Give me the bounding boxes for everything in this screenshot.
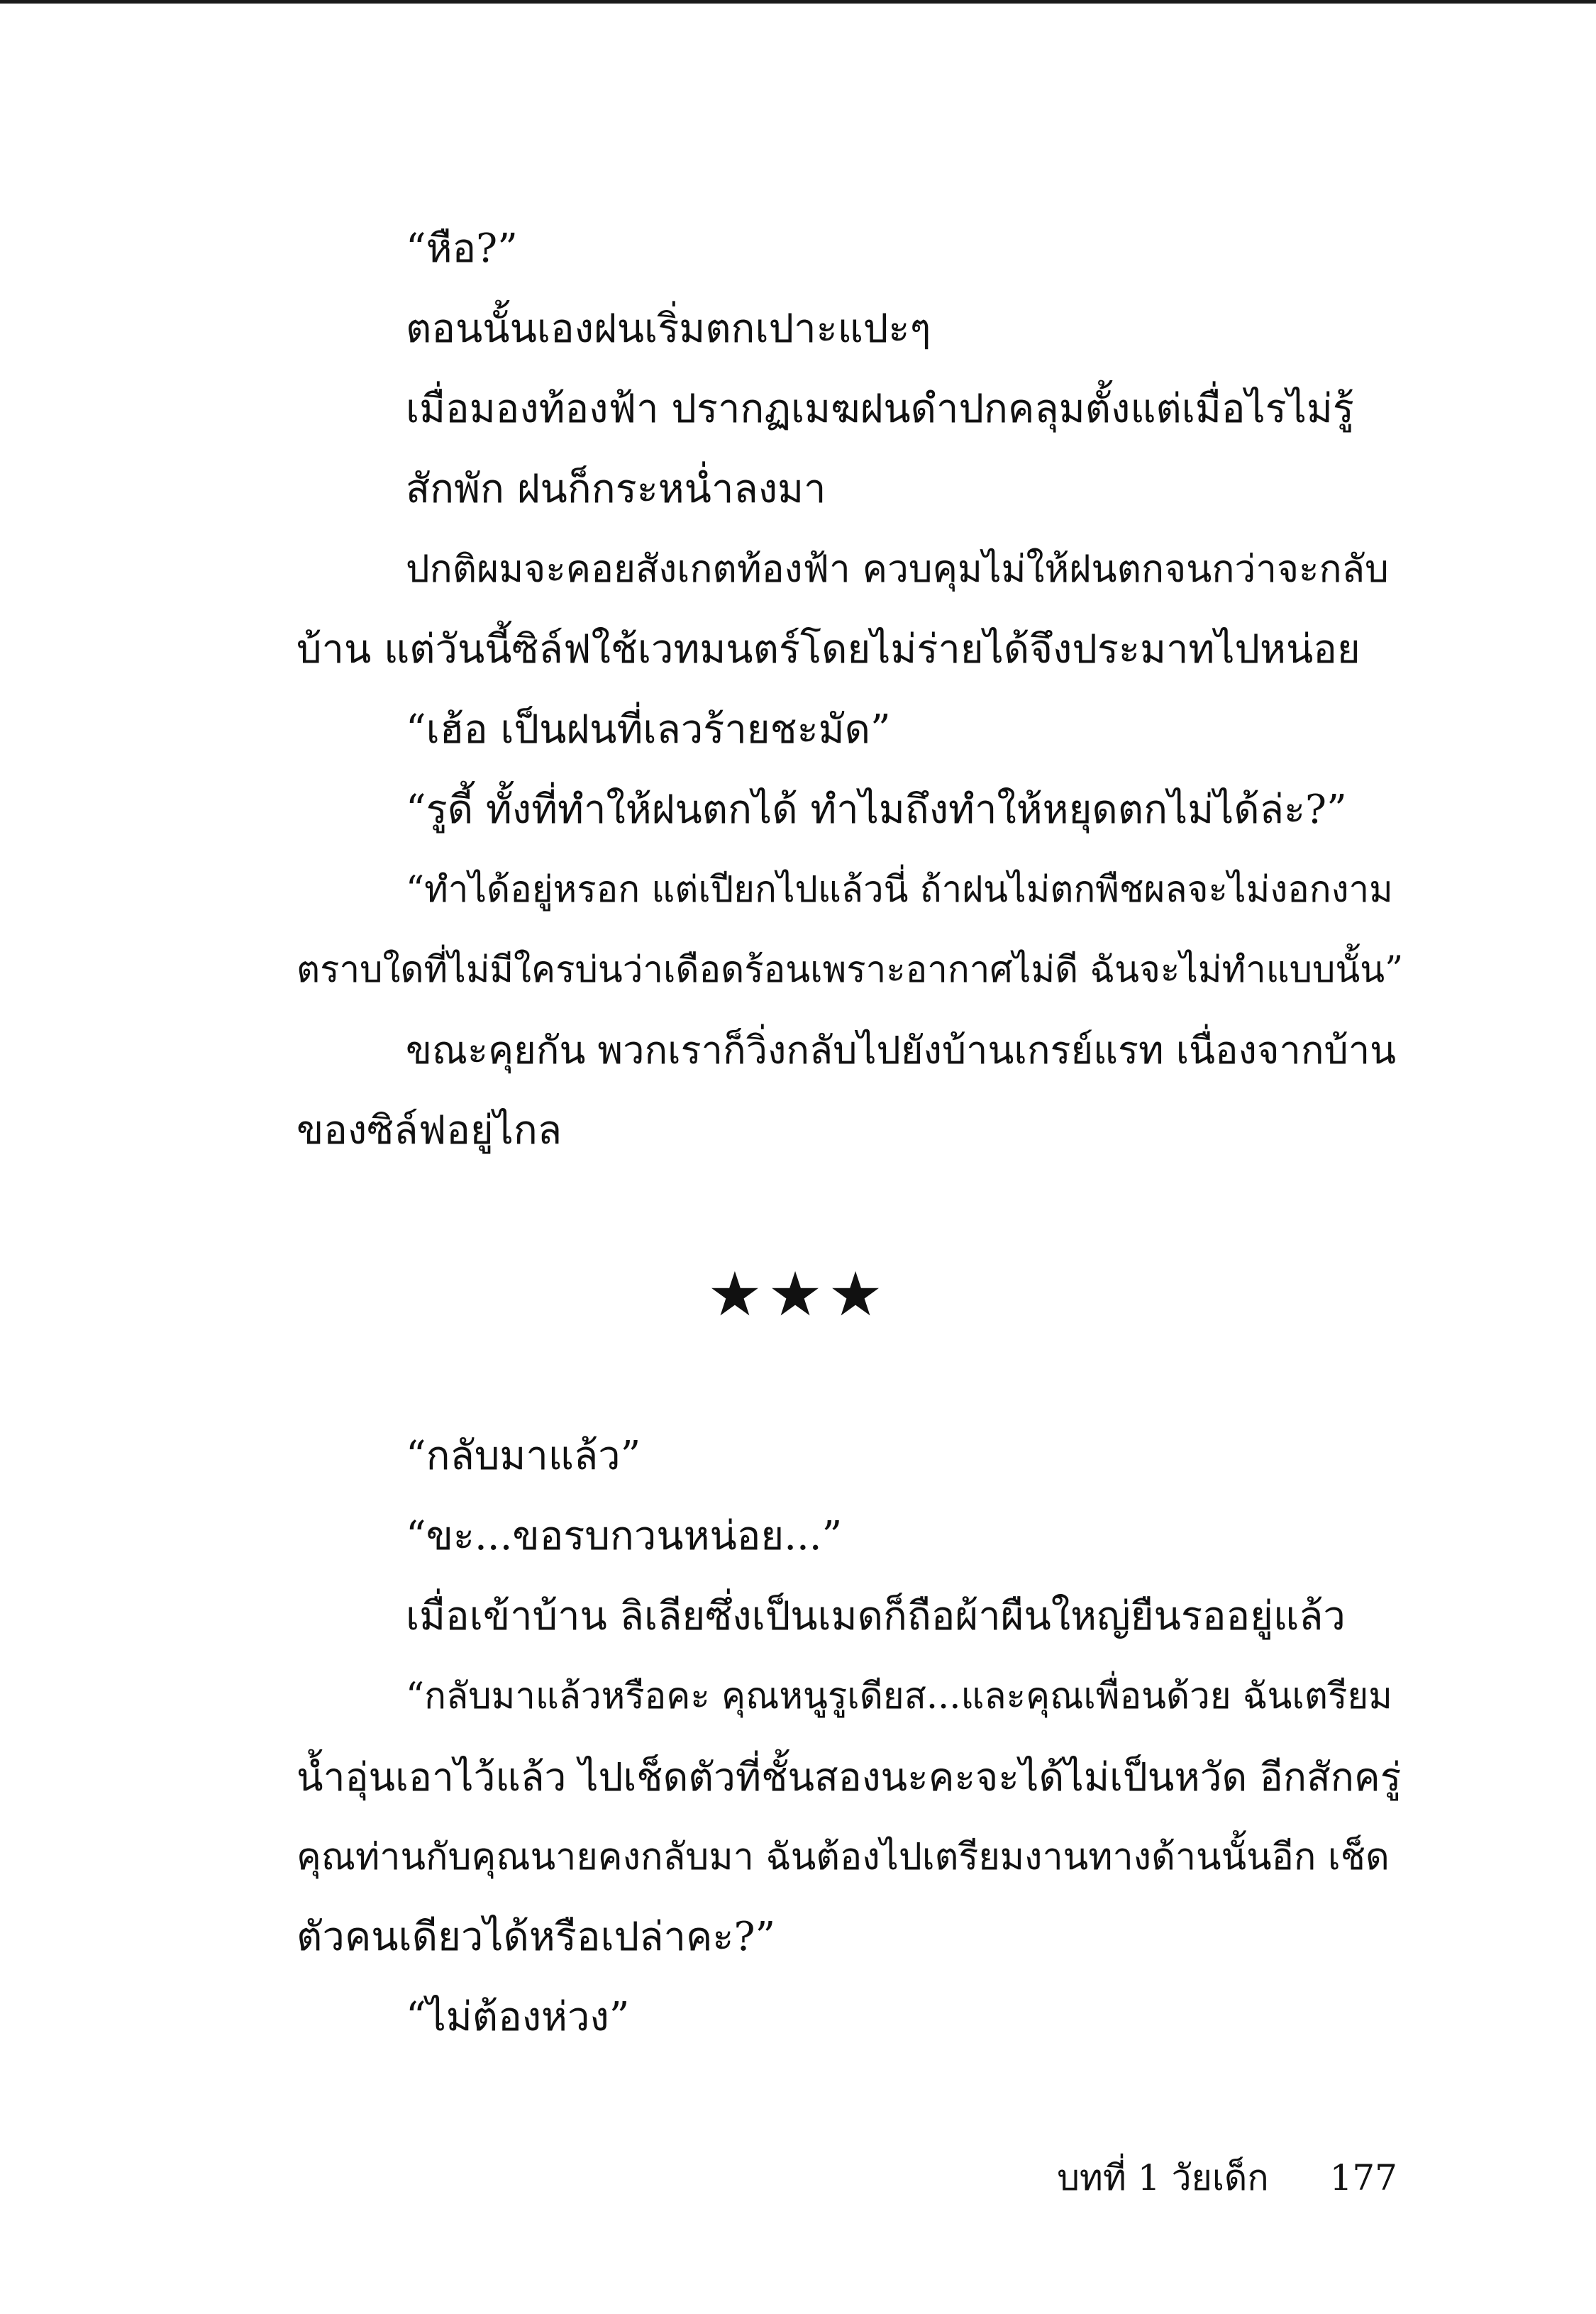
text-line-14: “ขะ...ขอรบกวนหน่อย...”: [406, 1513, 843, 1559]
text-line-7: “เฮ้อ เป็นฝนที่เลวร้ายชะมัด”: [406, 707, 891, 753]
text-line-5: ปกติผมจะคอยสังเกตท้องฟ้า ควบคุมไม่ให้ฝนตกจนกว่าจะกลับ: [406, 548, 1389, 591]
top-border-rule: [0, 0, 1596, 4]
text-line-16: “กลับมาแล้วหรือคะ คุณหนูรูเดียส...และคุณเพื่อนด้วย ฉันเตรียม: [406, 1676, 1392, 1717]
page-footer: [1057, 2157, 1397, 2199]
text-line-20: “ไม่ต้องห่วง”: [406, 1994, 630, 2040]
text-line-2: ตอนนั้นเองฝนเริ่มตกเปาะแปะๆ: [406, 306, 931, 352]
text-line-8: “รูดี้ ทั้งที่ทำให้ฝนตกได้ ทำไมถึงทำให้หยุดตกไม่ได้ล่ะ?”: [406, 787, 1347, 833]
text-line-1: “หือ?”: [406, 226, 518, 272]
text-line-15: เมื่อเข้าบ้าน ลิเลียซึ่งเป็นเมดก็ถือผ้าผืนใหญ่ยืนรออยู่แล้ว: [406, 1593, 1346, 1639]
text-line-18: คุณท่านกับคุณนายคงกลับมา ฉันต้องไปเตรียมงานทางด้านนั้นอีก เช็ด: [297, 1836, 1390, 1878]
text-line-11: ขณะคุยกัน พวกเราก็วิ่งกลับไปยังบ้านเกรย์แรท เนื่องจากบ้าน: [406, 1028, 1397, 1073]
chapter-title: บทที่ 1 วัยเด็ก: [1057, 2157, 1269, 2198]
text-line-4: สักพัก ฝนก็กระหน่ำลงมา: [406, 466, 826, 512]
text-line-19: ตัวคนเดียวได้หรือเปล่าคะ?”: [297, 1914, 776, 1960]
text-line-3: เมื่อมองท้องฟ้า ปรากฏเมฆฝนดำปกคลุมตั้งแต่เมื่อไรไม่รู้: [406, 386, 1354, 432]
text-line-10: ตราบใดที่ไม่มีใครบ่นว่าเดือดร้อนเพราะอากาศไม่ดี ฉันจะไม่ทำแบบนั้น”: [297, 949, 1404, 991]
text-line-9: “ทำได้อยู่หรอก แต่เปียกไปแล้วนี่ ถ้าฝนไม่ตกพืชผลจะไม่งอกงาม: [406, 869, 1393, 911]
text-line-17: น้ำอุ่นเอาไว้แล้ว ไปเช็ดตัวที่ชั้นสองนะคะจะได้ไม่เป็นหวัด อีกสักครู่: [297, 1754, 1402, 1800]
scene-break-stars: ★★★: [707, 1259, 889, 1330]
text-line-6: บ้าน แต่วันนี้ซิล์ฟใช้เวทมนตร์โดยไม่ร่ายได้จึงประมาทไปหน่อย: [297, 626, 1361, 672]
text-line-13: “กลับมาแล้ว”: [406, 1433, 641, 1479]
text-line-12: ของซิล์ฟอยู่ไกล: [297, 1107, 563, 1153]
page-number: 177: [1329, 2157, 1397, 2198]
